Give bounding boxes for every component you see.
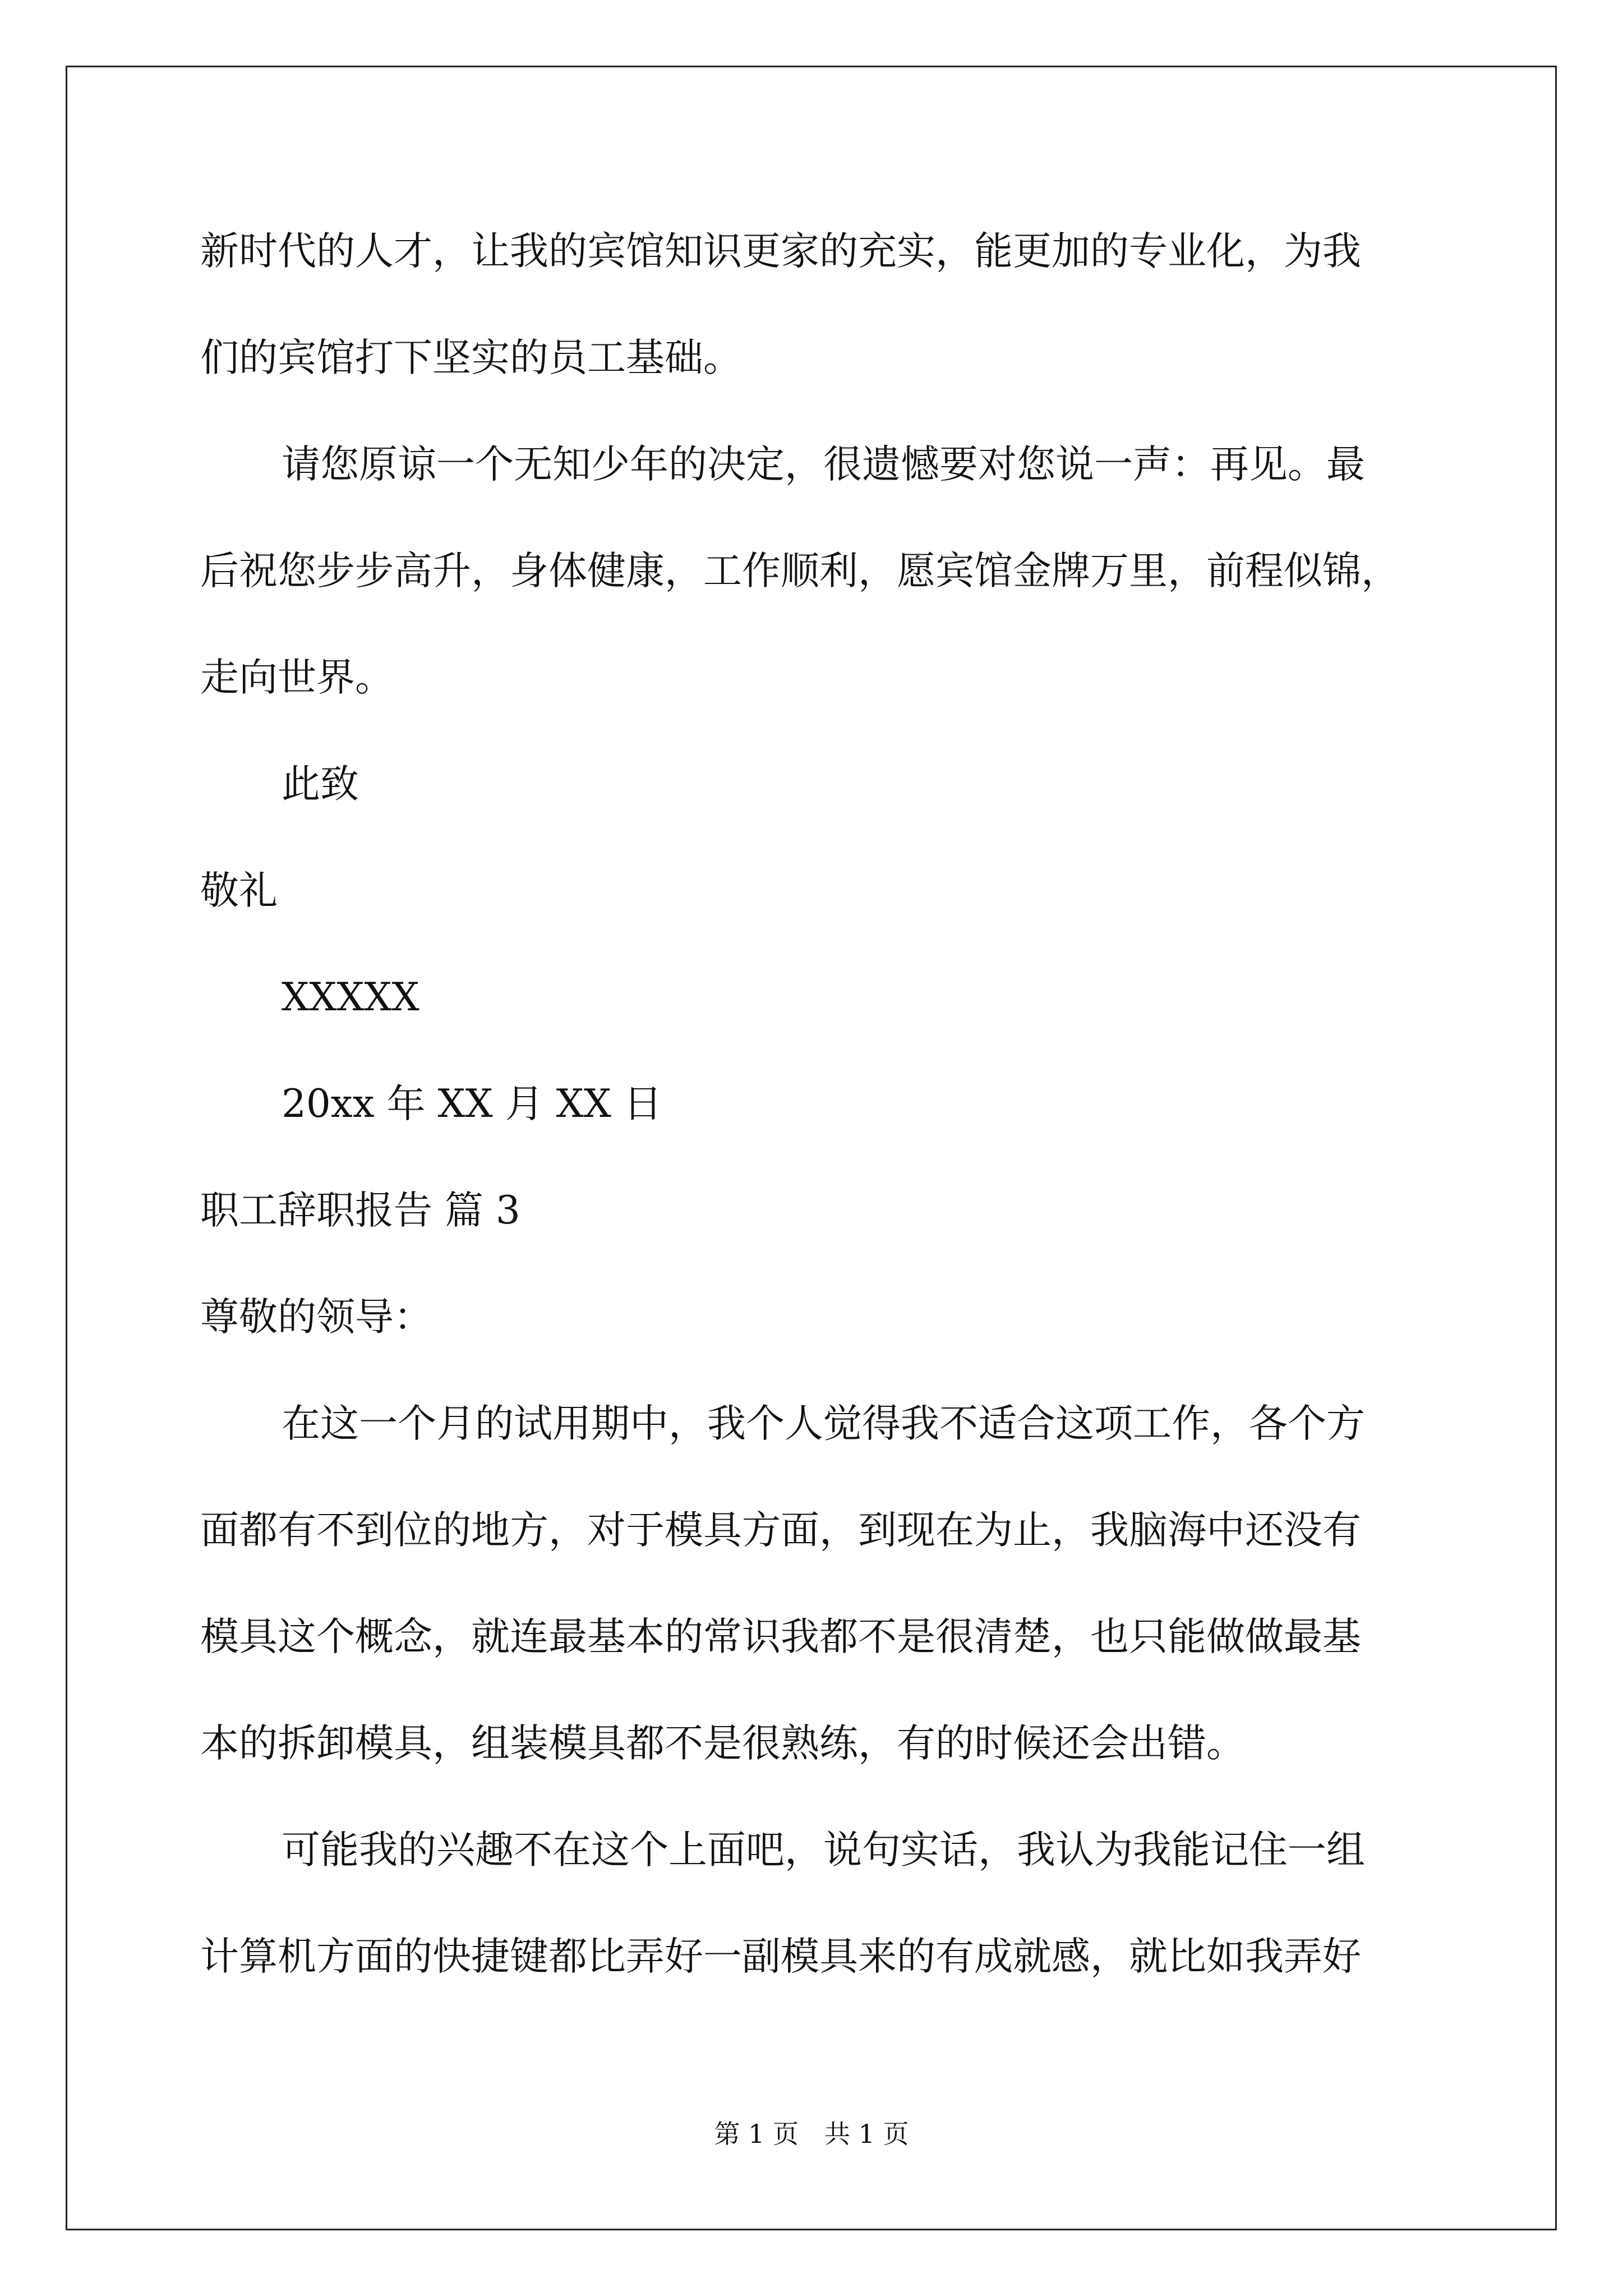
- greeting: 尊敬的领导：: [200, 1295, 432, 1340]
- body-line: 后祝您步步高升，身体健康，工作顺利，愿宾馆金牌万里，前程似锦，: [200, 549, 1400, 593]
- page-footer: 第 1 页 共 1 页: [714, 2119, 909, 2149]
- signature-name: XXXXX: [282, 975, 419, 1020]
- body-line: 新时代的人才，让我的宾馆知识更家的充实，能更加的专业化，为我: [200, 229, 1361, 274]
- salutation-line: 敬礼: [200, 868, 278, 913]
- section-heading: 职工辞职报告 篇 3: [200, 1188, 520, 1233]
- page-border: [66, 66, 1557, 2230]
- body-line: 计算机方面的快捷键都比弄好一副模具来的有成就感，就比如我弄好: [200, 1934, 1361, 1979]
- body-line: 模具这个概念，就连最基本的常识我都不是很清楚，也只能做做最基: [200, 1614, 1361, 1659]
- salutation-line: 此致: [282, 762, 359, 807]
- body-line: 请您原谅一个无知少年的决定，很遗憾要对您说一声：再见。最: [282, 442, 1365, 487]
- body-line: 在这一个月的试用期中，我个人觉得我不适合这项工作，各个方: [282, 1401, 1365, 1446]
- body-line: 们的宾馆打下坚实的员工基础。: [200, 335, 742, 380]
- body-line: 可能我的兴趣不在这个上面吧，说句实话，我认为我能记住一组: [282, 1828, 1365, 1872]
- body-line: 走向世界。: [200, 655, 394, 700]
- body-line: 本的拆卸模具，组装模具都不是很熟练，有的时候还会出错。: [200, 1721, 1245, 1766]
- signature-date: 20xx 年 XX 月 XX 日: [282, 1082, 662, 1126]
- body-line: 面都有不到位的地方，对于模具方面，到现在为止，我脑海中还没有: [200, 1508, 1361, 1553]
